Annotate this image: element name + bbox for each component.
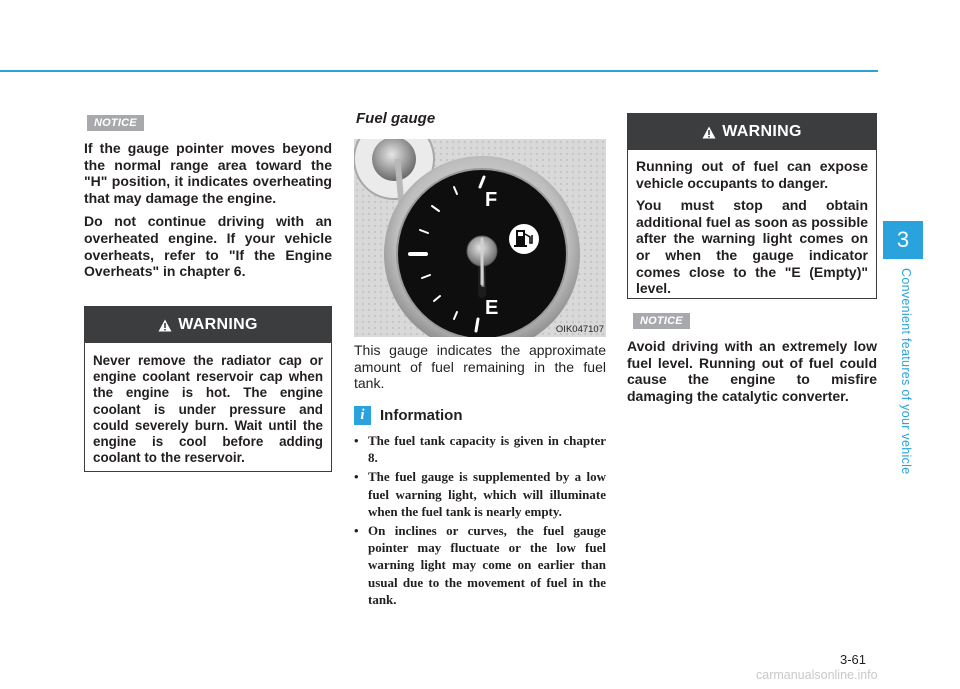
notice-badge: NOTICE [87, 115, 144, 131]
notice-text [84, 140, 332, 280]
warning-triangle-icon [702, 126, 716, 139]
list-item: • The fuel gauge is supplemented by a low fuel warning light, which will illuminate when the fuel tank is nearly empty. [354, 468, 606, 520]
information-list [354, 432, 606, 610]
warning-title: WARNING [178, 316, 258, 333]
list-item: • The fuel tank capacity is given in chapter 8. [354, 432, 606, 466]
warning-paragraph-2: You must stop and obtain additional fuel as soon as possible after the warning light comes on or when the gauge indicator comes close to the "E (Empty)" level. [636, 197, 868, 297]
page-number: 3-61 [840, 652, 867, 667]
warning-header [85, 307, 331, 343]
gauge-full-label: F [485, 189, 498, 211]
warning-triangle-icon [158, 319, 172, 332]
warning-body [628, 150, 876, 305]
watermark: carmanualsonline.info [756, 668, 878, 682]
warning-text: Never remove the radiator cap or engine coolant reservoir cap when the engine is hot. The engine coolant is under pressure and could severely burn. Wait until the engine is cool before adding coolant to the reservoir. [93, 353, 323, 466]
gauge-empty-label: E [485, 297, 499, 319]
fuel-warning-box [627, 113, 877, 299]
warning-title: WARNING [722, 123, 802, 140]
notice-text: Avoid driving with an extremely low fuel level. Running out of fuel could cause the engine to misfire damaging the catalytic converter. [627, 338, 877, 404]
warning-paragraph-1: Running out of fuel can expose vehicle occupants to danger. [636, 158, 868, 191]
gauge-description: This gauge indicates the approximate amount of fuel remaining in the fuel tank. [354, 342, 606, 392]
notice-paragraph-1: If the gauge pointer moves beyond the normal range area toward the "H" position, it indicates overheating that may damage the engine. [84, 140, 332, 206]
section-title: Fuel gauge [356, 110, 436, 127]
notice-paragraph-2: Do not continue driving with an overheated engine. If your vehicle overheats, refer to "If the Engine Overheats" in chapter 6. [84, 213, 332, 280]
warning-header [628, 114, 876, 150]
information-title: Information [380, 407, 463, 424]
fuel-pump-icon [509, 224, 539, 254]
header-rule [0, 70, 878, 72]
chapter-title: Convenient features of your vehicle [899, 268, 913, 475]
fuel-gauge-figure [354, 139, 606, 337]
coolant-warning-box [84, 306, 332, 472]
notice-badge: NOTICE [633, 313, 690, 329]
list-item: • On inclines or curves, the fuel gauge pointer may fluctuate or the low fuel warning light may come on earlier than usual due to the movement of fuel in the tank. [354, 522, 606, 608]
warning-body [85, 343, 331, 474]
fuel-gauge-illustration [354, 139, 606, 337]
chapter-tab: 3 [883, 221, 923, 259]
figure-caption: OIK047107 [555, 324, 604, 335]
info-icon: i [354, 406, 371, 425]
information-heading [354, 406, 463, 425]
